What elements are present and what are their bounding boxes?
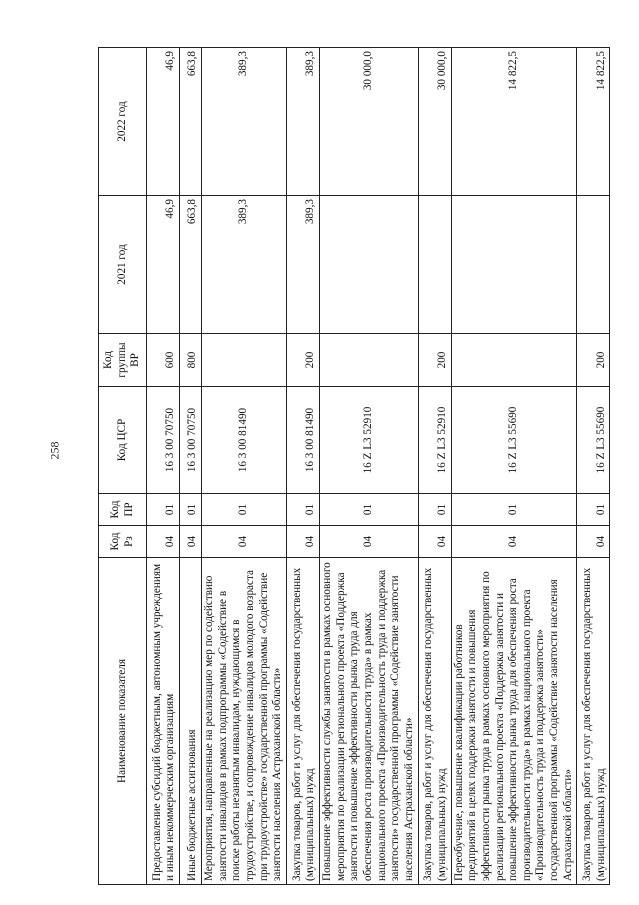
row-name: Мероприятия, направленные на реализацию мер по содействию занятости инвалидов в рамках подпрограммы «Содействие в поиске работы незанятым инвалидам, нуждающимся в трудоустройстве, и сопровождение инвалидов молодого возраста при трудоустройстве» государственной программы «Содействие занятости населения Астраханской области» [202,558,287,885]
row-2021: 46,9 [147,196,180,334]
row-name: Иные бюджетные ассигнования [180,558,202,885]
row-vr: 200 [418,334,451,387]
row-csr: 16 3 00 70750 [147,387,180,494]
header-2022: 2022 год [99,48,147,196]
row-2022: 389,3 [286,48,319,196]
rotated-table-frame [98,48,607,885]
row-rz: 04 [202,526,287,558]
page-number: 258 [47,441,62,460]
row-csr: 16 Z L3 52910 [418,387,451,494]
row-name: Закупка товаров, работ и услуг для обеспечения государственных (муниципальных) нужд [418,558,451,885]
row-csr: 16 3 00 81490 [202,387,287,494]
table-row [577,48,610,885]
row-csr: 16 Z L3 52910 [319,387,418,494]
row-csr: 16 3 00 70750 [180,387,202,494]
row-2022: 14 822,5 [577,48,610,196]
row-name: Переобучение, повышение квалификации работников предприятий в целях поддержки занятости и повышения эффективности рынка труда в рамках основного мероприятия по реализации регионального проекта «Поддержка занятости и повышение эффективности рынка труда для обеспечения роста производительности труда» в рамках национального проекта «Производительность труда и поддержка занятости» государственной программы «Содействие занятости населения Астраханской области» [451,558,577,885]
row-2022: 14 822,5 [451,48,577,196]
row-rz: 04 [451,526,577,558]
row-2021: 389,3 [202,196,287,334]
header-2021: 2021 год [99,196,147,334]
row-vr [202,334,287,387]
row-vr: 600 [147,334,180,387]
row-2021 [451,196,577,334]
row-pr: 01 [319,494,418,526]
row-2022: 46,9 [147,48,180,196]
row-2021: 389,3 [286,196,319,334]
row-vr [319,334,418,387]
row-csr: 16 Z L3 55690 [577,387,610,494]
row-2021 [418,196,451,334]
row-pr: 01 [147,494,180,526]
row-pr: 01 [202,494,287,526]
budget-table [98,47,610,885]
table-row [451,48,577,885]
header-vr: Код группы ВР [99,334,147,387]
header-pr: Код ПР [99,494,147,526]
row-name: Закупка товаров, работ и услуг для обеспечения государственных (муниципальных) нужд [577,558,610,885]
row-pr: 01 [418,494,451,526]
row-rz: 04 [418,526,451,558]
row-2021: 663,8 [180,196,202,334]
row-name: Повышение эффективности службы занятости в рамках основного мероприятия по реализации регионального проекта «Поддержка занятости и повышение эффективности рынка труда для обеспечения роста производительности труда» в рамках национального проекта «Производительность труда и поддержка занятости» государственной программы «Содействие занятости населения Астраханской области» [319,558,418,885]
header-rz: Код Рз [99,526,147,558]
table-row [418,48,451,885]
header-csr: Код ЦСР [99,387,147,494]
row-2021 [577,196,610,334]
row-rz: 04 [286,526,319,558]
row-name: Предоставление субсидий бюджетным, автономным учреждениям и иным некоммерческим организациям [147,558,180,885]
header-row [99,48,147,885]
table-row [147,48,180,885]
row-2022: 389,3 [202,48,287,196]
row-2022: 30 000,0 [319,48,418,196]
header-name: Наименование показателя [99,558,147,885]
row-rz: 04 [319,526,418,558]
row-vr: 200 [577,334,610,387]
row-2022: 663,8 [180,48,202,196]
row-vr [451,334,577,387]
table-row [319,48,418,885]
row-vr: 200 [286,334,319,387]
row-vr: 800 [180,334,202,387]
row-name: Закупка товаров, работ и услуг для обеспечения государственных (муниципальных) нужд [286,558,319,885]
row-pr: 01 [286,494,319,526]
row-rz: 04 [147,526,180,558]
row-pr: 01 [180,494,202,526]
table-row [286,48,319,885]
table-row [180,48,202,885]
row-rz: 04 [180,526,202,558]
row-rz: 04 [577,526,610,558]
row-csr: 16 3 00 81490 [286,387,319,494]
row-pr: 01 [451,494,577,526]
row-2022: 30 000,0 [418,48,451,196]
table-row [202,48,287,885]
row-csr: 16 Z L3 55690 [451,387,577,494]
row-2021 [319,196,418,334]
row-pr: 01 [577,494,610,526]
